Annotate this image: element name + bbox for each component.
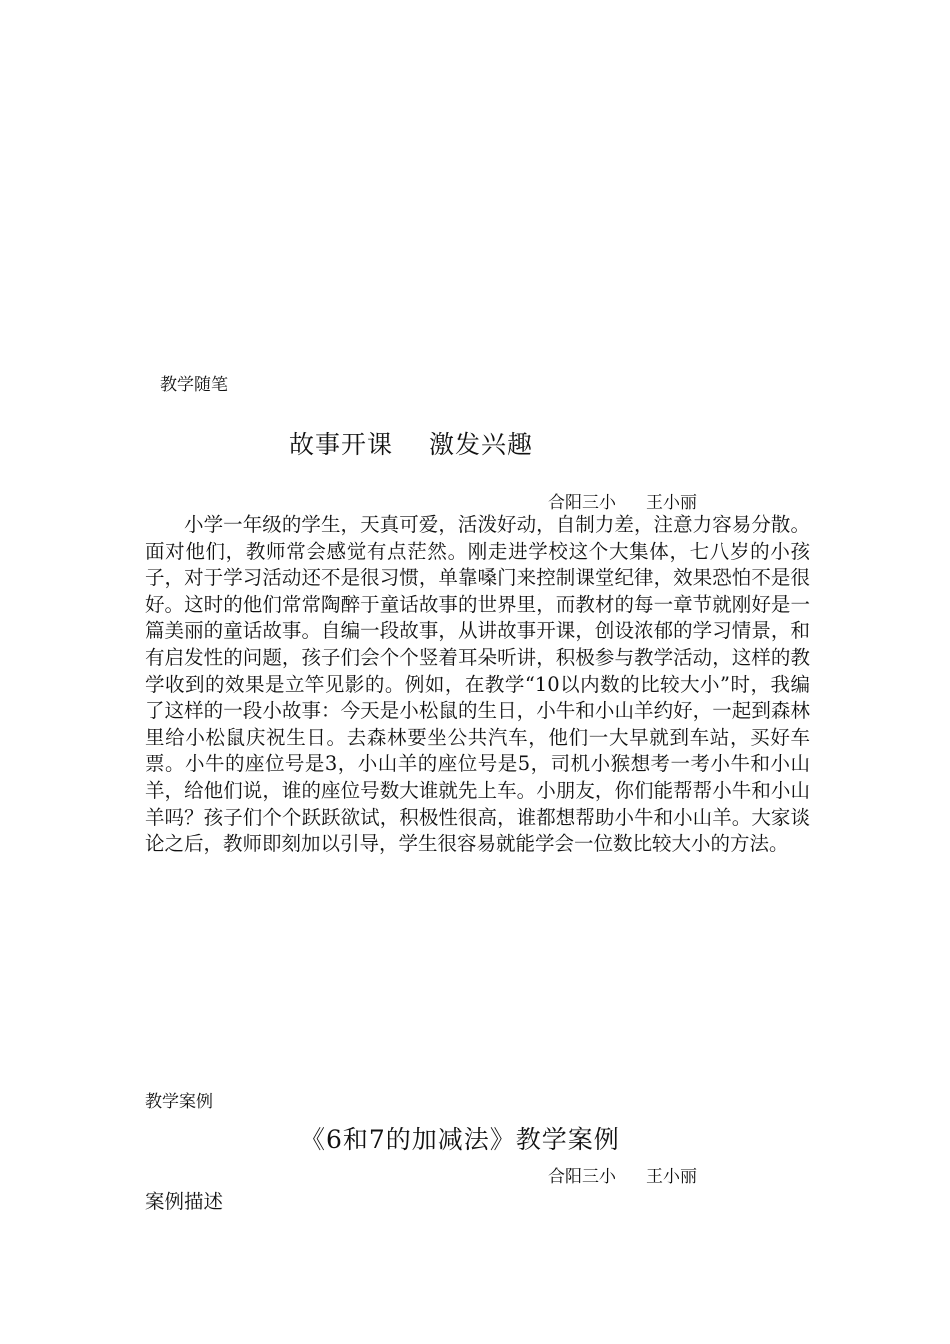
section2-byline xyxy=(548,1162,697,1187)
section2-school: 合阳三小 xyxy=(548,1167,616,1187)
section2-author: 王小丽 xyxy=(646,1167,697,1187)
section1-title xyxy=(289,425,533,461)
section1-title-part1: 故事开课 xyxy=(289,430,394,459)
section1-school: 合阳三小 xyxy=(548,493,616,513)
section2-title: 《6和7的加减法》教学案例 xyxy=(300,1125,620,1154)
section2-category: 教学案例 xyxy=(145,1092,213,1112)
section2-subheading: 案例描述 xyxy=(145,1190,224,1213)
section1-title-part2: 激发兴趣 xyxy=(429,430,534,459)
section1-author: 王小丽 xyxy=(646,493,697,513)
section1-paragraph: 小学一年级的学生，天真可爱，活泼好动，自制力差，注意力容易分散。面对他们，教师常会感觉有点茫然。刚走进学校这个大集体，七八岁的小孩子，对于学习活动还不是很习惯，单靠嗓门来控制课堂纪律，效果恐怕不是很好。这时的他们常常陶醉于童话故事的世界里，而教材的每一章节就刚好是一篇美丽的童话故事。自编一段故事，从讲故事开课，创设浓郁的学习情景，和有启发性的问题，孩子们会个个竖着耳朵听讲，积极参与教学活动，这样的教学收到的效果是立竿见影的。例如，在教学“10以内数的比较大小”时，我编了这样的一段小故事：今天是小松鼠的生日，小牛和小山羊约好，一起到森林里给小松鼠庆祝生日。去森林要坐公共汽车，他们一大早就到车站，买好车票。小牛的座位号是3，小山羊的座位号是5，司机小猴想考一考小牛和小山羊，给他们说，谁的座位号数大谁就先上车。小朋友，你们能帮帮小牛和小山羊吗？孩子们个个跃跃欲试，积极性很高，谁都想帮助小牛和小山羊。大家谈论之后，教师即刻加以引导，学生很容易就能学会一位数比较大小的方法。 xyxy=(145,513,810,856)
section1-category: 教学随笔 xyxy=(160,375,228,395)
section1-byline xyxy=(548,488,697,513)
